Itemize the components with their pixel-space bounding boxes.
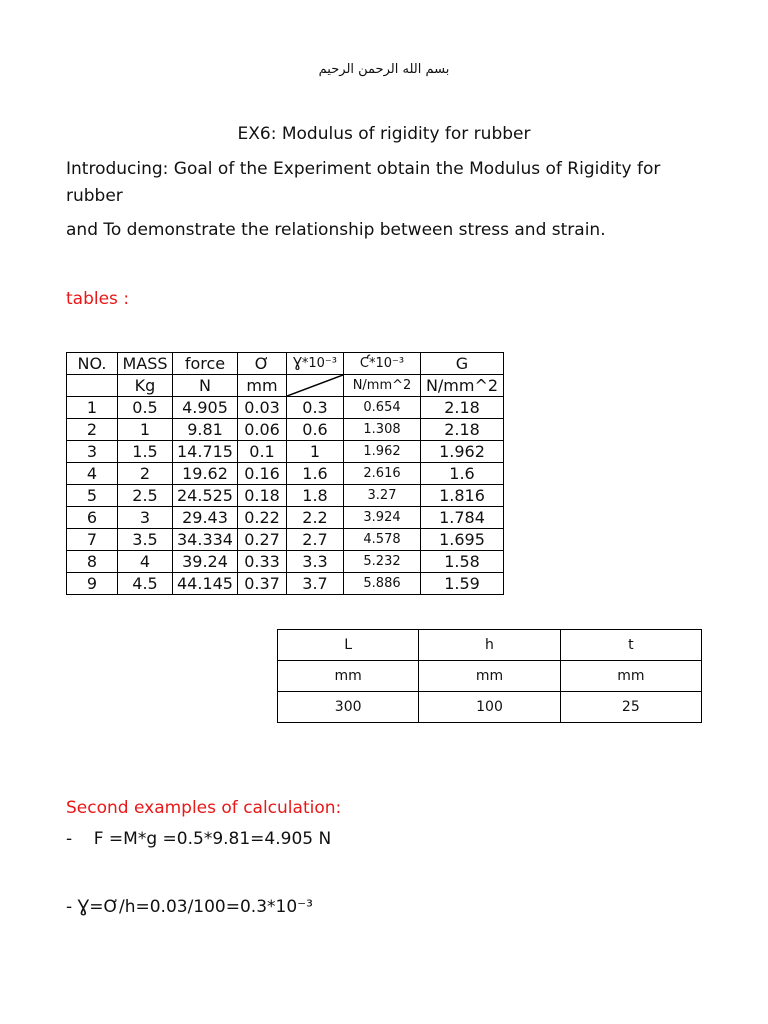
table-cell: 4.578 [344,529,421,551]
table-row [67,573,504,595]
basmala: بسم الله الرحمن الرحيم [318,62,450,77]
table-cell: 4.905 [173,397,238,419]
col-header: t [560,630,701,661]
unit-cell: N [173,375,238,397]
table-cell: 1.784 [421,507,504,529]
diagonal-line [287,375,343,396]
table-cell: 3.27 [344,485,421,507]
table-row [67,529,504,551]
table-cell: 0.03 [238,397,287,419]
unit-cell: N/mm^2 [344,375,421,397]
table-cell: 1.8 [287,485,344,507]
col-header: NO. [67,353,118,375]
table-cell: 3.3 [287,551,344,573]
table-cell: 4 [67,463,118,485]
table-cell: 100 [419,692,560,723]
table-cell: 0.22 [238,507,287,529]
table-row [67,551,504,573]
unit-cell: N/mm^2 [421,375,504,397]
table-cell: 19.62 [173,463,238,485]
table-row [67,507,504,529]
table-cell: 1 [287,441,344,463]
table-cell: 1 [67,397,118,419]
table-cell: 1.6 [421,463,504,485]
table-cell: 29.43 [173,507,238,529]
table-cell: 300 [278,692,419,723]
table-cell: 1.6 [287,463,344,485]
table-cell: 24.525 [173,485,238,507]
table-cell: 2.2 [287,507,344,529]
table-cell: 9 [67,573,118,595]
table-cell: 1.962 [344,441,421,463]
table-cell: 0.6 [287,419,344,441]
table-cell: 5 [67,485,118,507]
table-row [67,463,504,485]
table-cell: 8 [67,551,118,573]
intro-line-1: Introducing: Goal of the Experiment obtain the Modulus of Rigidity for [66,159,661,179]
table-header-row [67,353,504,375]
table-units-row [278,661,702,692]
table-cell: 9.81 [173,419,238,441]
table-cell: 3 [67,441,118,463]
table-cell: 4.5 [118,573,173,595]
tables-heading: tables : [66,289,130,309]
table-cell: 14.715 [173,441,238,463]
table-cell: 2 [67,419,118,441]
table-row [67,419,504,441]
table-cell: 3.7 [287,573,344,595]
table-cell: 6 [67,507,118,529]
measurements-table [66,352,504,595]
unit-cell: Kg [118,375,173,397]
table-cell: 5.232 [344,551,421,573]
table-cell: 0.27 [238,529,287,551]
table-cell: 0.18 [238,485,287,507]
table-cell: 7 [67,529,118,551]
table-cell: 2.5 [118,485,173,507]
calculation-force: - F =M*g =0.5*9.81=4.905 N [66,829,332,849]
table-cell: 39.24 [173,551,238,573]
specimen-dimensions-table [277,629,702,723]
table-cell: 0.5 [118,397,173,419]
unit-cell: mm [560,661,701,692]
table-cell: 0.654 [344,397,421,419]
table-cell: 0.16 [238,463,287,485]
table-cell: 3 [118,507,173,529]
table-cell: 1 [118,419,173,441]
table-cell: 2 [118,463,173,485]
table-header-row [278,630,702,661]
unit-cell: mm [419,661,560,692]
table-row [67,485,504,507]
table-cell: 34.334 [173,529,238,551]
table-cell: 1.962 [421,441,504,463]
table-cell: 0.33 [238,551,287,573]
calculation-heading: Second examples of calculation: [66,798,342,818]
unit-cell: mm [238,375,287,397]
table-cell: 2.7 [287,529,344,551]
col-header: Ƈ*10⁻³ [344,353,421,375]
table-cell: 0.37 [238,573,287,595]
table-cell: 3.5 [118,529,173,551]
calculation-strain: - Ɣ=Ơ/h=0.03/100=0.3*10⁻³ [66,897,313,917]
unit-cell-diagonal [287,375,344,397]
col-header: Ơ [238,353,287,375]
table-cell: 1.816 [421,485,504,507]
table-cell: 1.5 [118,441,173,463]
unit-cell: mm [278,661,419,692]
table-cell: 44.145 [173,573,238,595]
table-cell: 3.924 [344,507,421,529]
col-header: L [278,630,419,661]
table-cell: 1.58 [421,551,504,573]
table-units-row [67,375,504,397]
table-cell: 25 [560,692,701,723]
table-cell: 1.308 [344,419,421,441]
intro-line-2: rubber [66,186,123,206]
col-header: force [173,353,238,375]
table-row [67,441,504,463]
col-header: Ɣ*10⁻³ [287,353,344,375]
table-cell: 2.18 [421,419,504,441]
table-cell: 2.616 [344,463,421,485]
table-row [278,692,702,723]
col-header: G [421,353,504,375]
table-cell: 2.18 [421,397,504,419]
col-header: h [419,630,560,661]
table-cell: 1.59 [421,573,504,595]
table-cell: 5.886 [344,573,421,595]
col-header: MASS [118,353,173,375]
table-row [67,397,504,419]
document-title: EX6: Modulus of rigidity for rubber [237,124,531,144]
table-cell: 0.06 [238,419,287,441]
table-cell: 0.3 [287,397,344,419]
table-cell: 0.1 [238,441,287,463]
table-cell: 4 [118,551,173,573]
unit-cell [67,375,118,397]
intro-line-3: and To demonstrate the relationship between stress and strain. [66,220,606,240]
table-cell: 1.695 [421,529,504,551]
